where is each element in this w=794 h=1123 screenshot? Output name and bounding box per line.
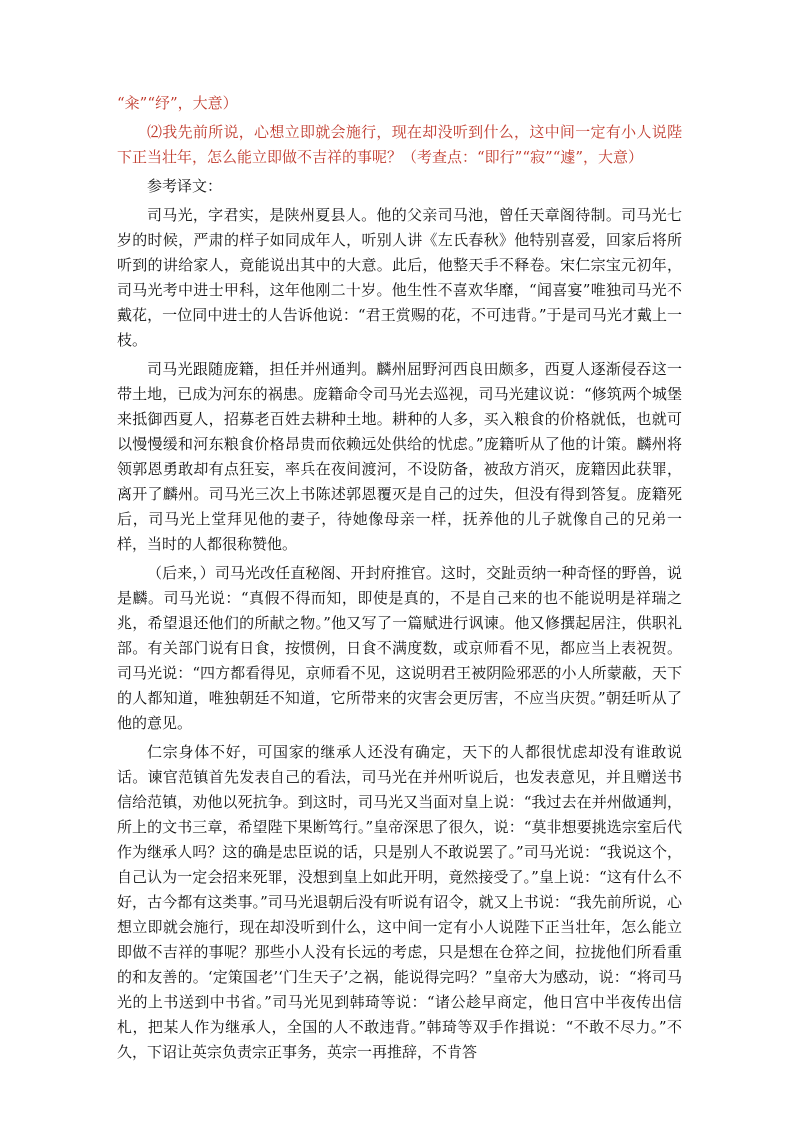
paragraph-1: 司马光，字君实，是陕州夏县人。他的父亲司马池，曾任天章阁待制。司马光七岁的时候，严肃的样子如同成年人，听别人讲《左氏春秋》他特别喜爱，回家后将所听到的讲给家人，竟能说出其中的大意。此后，他整天手不释卷。宋仁宗宝元初年，司马光考中进士甲科，这年他刚二十岁。他生性不喜欢华靡，“闻喜宴”唯独司马光不戴花，一位同中进士的人告诉他说：“君王赏赐的花，不可违背。”于是司马光才戴上一枝。 <box>117 206 682 349</box>
document-page <box>117 91 682 1069</box>
answer-2-note: （考查点：“即行”“寂”“遽”，大意） <box>402 148 644 166</box>
paragraph-4: 仁宗身体不好，可国家的继承人还没有确定，天下的人都很忧虑却没有谁敢说话。谏官范镇首先发表自己的看法，司马光在并州听说后，也发表意见，并且赠送书信给范镇，劝他以死抗争。到这时，司马光又当面对皇上说：“我过去在并州做通判，所上的文书三章，希望陛下果断笃行。”皇帝深思了很久，说：“莫非想要挑选宗室后代作为继承人吗？这的确是忠臣说的话，只是别人不敢说罢了。”司马光说：“我说这个，自己认为一定会招来死罪，没想到皇上如此开明，竟然接受了。”皇上说：“这有什么不好，古今都有这类事。”司马光退朝后没有听说有诏令，就又上书说：“我先前所说，心想立即就会施行，现在却没听到什么，这中间一定有小人说陛下正当壮年，怎么能立即做不吉祥的事呢？那些小人没有长远的考虑，只是想在仓猝之间，拉拢他们所看重的和友善的。‘定策国老’‘门生天子’之祸，能说得完吗？”皇帝大为感动，说：“将司马光的上书送到中书省。”司马光见到韩琦等说：“诸公趁早商定，他日宫中半夜传出信札，把某人作为继承人，全国的人不敢违背。”韩琦等双手作揖说：“不敢不尽力。”不久，下诏让英宗负责宗正事务，英宗一再推辞，不肯答 <box>117 743 682 1061</box>
section-title: 参考译文： <box>147 177 223 195</box>
answer-2 <box>117 120 682 170</box>
paragraph-3: （后来，）司马光改任直秘阁、开封府推官。这时，交趾贡纳一种奇怪的野兽，说是麟。司马光说：“真假不得而知，即使是真的，不是自己来的也不能说明是祥瑞之兆，希望退还他们的所献之物。”他又写了一篇赋进行讽谏。他又修撰起居注，供职礼部。有关部门说有日食，按惯例，日食不满度数，或京师看不见，都应当上表祝贺。司马光说：“四方都看得见，京师看不见，这说明君王被阴险邪恶的小人所蒙蔽，天下的人都知道，唯独朝廷不知道，它所带来的灾害会更厉害，不应当庆贺。”朝廷听从了他的意见。 <box>117 564 682 732</box>
previous-answer-tail: “籴”“纾”，大意） <box>117 94 238 112</box>
answer-2-text: ⑵我先前所说，心想立即就会施行，现在却没听到什么，这中间一定有小人说陛下正当壮年，怎么能立即做不吉祥的事呢？ <box>117 123 682 166</box>
paragraph-2: 司马光跟随庞籍，担任并州通判。麟州屈野河西良田颇多，西夏人逐渐侵吞这一带土地，已成为河东的祸患。庞籍命令司马光去巡视，司马光建议说：“修筑两个城堡来抵御西夏人，招募老百姓去耕种土地。耕种的人多，买入粮食的价格就低，也就可以慢慢缓和河东粮食价格昂贵而依赖远处供给的忧虑。”庞籍听从了他的计策。麟州将领郭恩勇敢却有点狂妄，率兵在夜间渡河，不设防备，被敌方消灭，庞籍因此获罪，离开了麟州。司马光三次上书陈述郭恩覆灭是自己的过失，但没有得到答复。庞籍死后，司马光上堂拜见他的妻子，待她像母亲一样，抚养他的儿子就像自己的兄弟一样，当时的人都很称赞他。 <box>117 360 682 553</box>
